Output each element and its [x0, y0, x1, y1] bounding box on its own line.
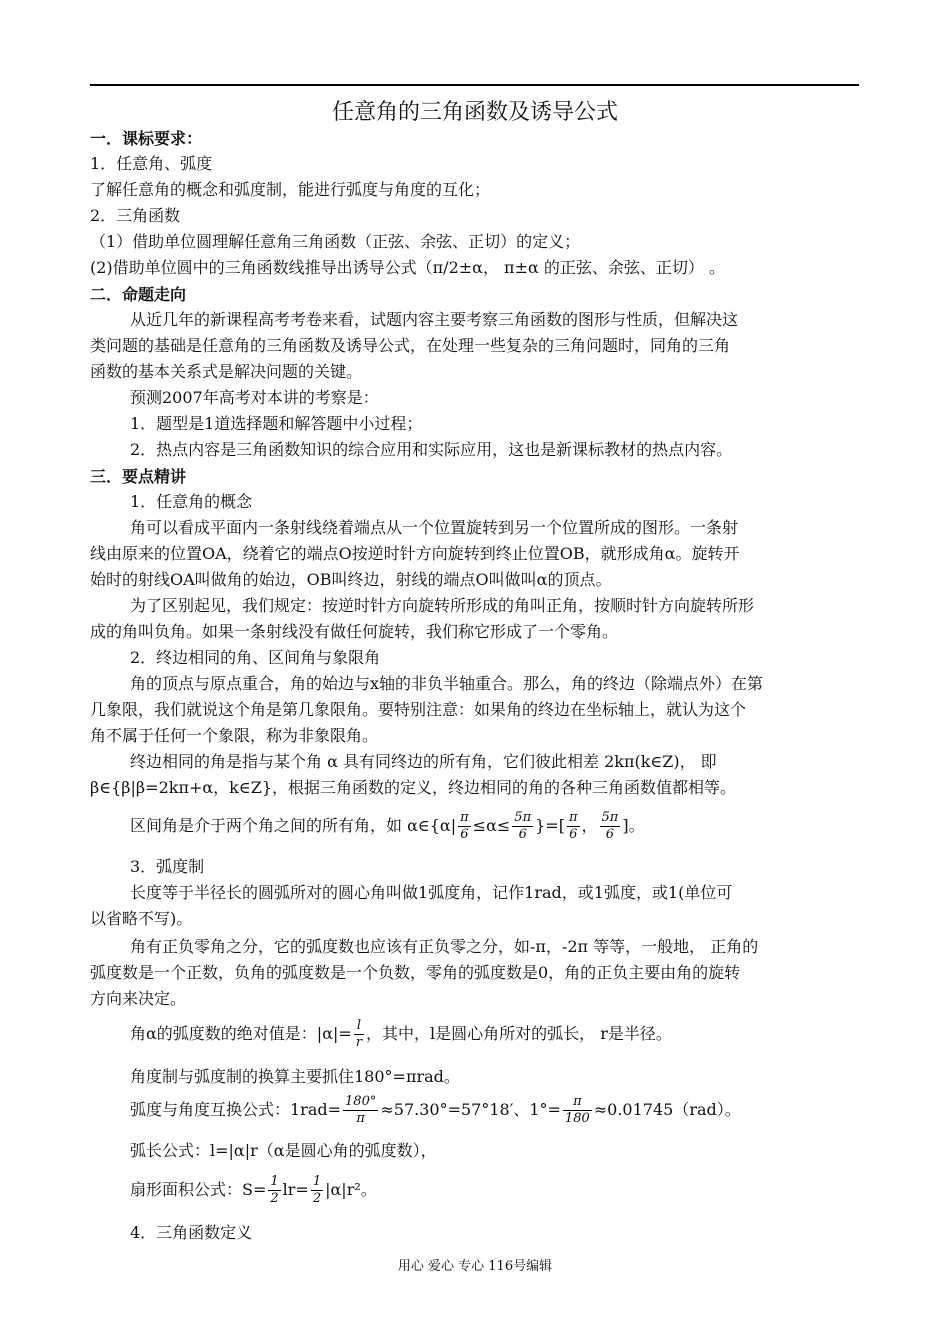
- text-line: 了解任意角的概念和弧度制，能进行弧度与角度的互化；: [90, 180, 491, 199]
- text-line: 始时的射线OA叫做角的始边，OB叫终边，射线的端点O叫做叫α的顶点。: [90, 570, 612, 589]
- formula-sector-area: 扇形面积公式：S= $\frac{1}{2}$ lr= $\frac{1}{2}$ |α|r²。: [130, 1174, 377, 1206]
- text-line: 方向来决定。: [90, 989, 187, 1008]
- fraction: $\frac{5\pi}{6}$: [514, 810, 532, 842]
- fraction: $\frac{5\pi}{6}$: [601, 810, 619, 842]
- text-line: 1．题型是1道选择题和解答题中小过程；: [130, 414, 423, 433]
- fraction: $\frac{\pi}{180}$: [564, 1094, 590, 1126]
- subsection-title: 3．弧度制: [130, 857, 205, 876]
- fraction: $\frac{l}{r}$: [355, 1018, 363, 1050]
- text-line: (2)借助单位圆中的三角函数线推导出诱导公式（π/2±α， π±α 的正弦、余弦、正切） 。: [90, 258, 725, 277]
- text-line: 2．热点内容是三角函数知识的综合应用和实际应用，这也是新课标教材的热点内容。: [130, 440, 733, 459]
- text-line: 几象限，我们就说这个角是第几象限角。要特别注意：如果角的终边在坐标轴上，就认为这个: [90, 700, 747, 719]
- text-line: 预测2007年高考对本讲的考察是：: [130, 388, 379, 407]
- text-line: 成的角叫负角。如果一条射线没有做任何旋转，我们称它形成了一个零角。: [90, 622, 619, 641]
- text-line: 角的顶点与原点重合，角的始边与x轴的非负半轴重合。那么，角的终边（除端点外）在第: [130, 674, 764, 693]
- section-heading-1: 一．课标要求：: [90, 129, 203, 148]
- text-line: 长度等于半径长的圆弧所对的圆心角叫做1弧度角，记作1rad，或1弧度，或1(单位可: [130, 883, 733, 902]
- text-line: 以省略不写)。: [90, 909, 193, 928]
- subsection-title: 2．终边相同的角、区间角与象限角: [130, 648, 381, 667]
- section-heading-2: 二．命题走向: [90, 285, 187, 304]
- subsection-title: 1．任意角的概念: [130, 492, 253, 511]
- formula-abs-radian: 角α的弧度数的绝对值是：|α|= $\frac{l}{r}$ ，其中，l是圆心角所对的弧长， r是半径。: [130, 1018, 672, 1050]
- text-line: （1）借助单位圆理解任意角三角函数（正弦、余弦、正切）的定义；: [90, 232, 581, 251]
- text-line: 角度制与弧度制的换算主要抓住180°=πrad。: [130, 1067, 460, 1086]
- text-line: 函数的基本关系式是解决问题的关键。: [90, 362, 363, 381]
- text-line: 类问题的基础是任意角的三角函数及诱导公式，在处理一些复杂的三角问题时，同角的三角: [90, 336, 731, 355]
- fraction: $\frac{\pi}{6}$: [460, 810, 469, 842]
- subsection-title: 4．三角函数定义: [130, 1223, 253, 1242]
- text-line: 弧度数是一个正数，负角的弧度数是一个负数，零角的弧度数是0，角的正负主要由角的旋转: [90, 963, 741, 982]
- text-line: 2．三角函数: [90, 206, 181, 225]
- text-line: 1．任意角、弧度: [90, 154, 213, 173]
- text-line: 角有正负零角之分，它的弧度数也应该有正负零之分，如-π，-2π 等等，一般地， 正角的: [130, 937, 759, 956]
- text-line: 弧长公式：l=|α|r（α是圆心角的弧度数），: [130, 1141, 437, 1160]
- section-heading-3: 三．要点精讲: [90, 467, 187, 486]
- page-footer: 用心 爱心 专心 116号编辑: [397, 1259, 553, 1274]
- text-line: β∈{β|β=2kπ+α，k∈Z}，根据三角函数的定义，终边相同的角的各种三角函数值都相等。: [90, 778, 737, 797]
- text-line: 为了区别起见，我们规定：按逆时针方向旋转所形成的角叫正角，按顺时针方向旋转所形: [130, 596, 755, 615]
- fraction: $\frac{1}{2}$: [270, 1174, 279, 1206]
- header-rule: [90, 84, 859, 86]
- fraction: $\frac{1}{2}$: [312, 1174, 322, 1206]
- formula-conversion: 弧度与角度互换公式：1rad= $\frac{180^\circ}{\pi}$ ≈57.30°=57°18′、1°= $\frac{\pi}{180}$ ≈0.01745（rad）。: [130, 1094, 741, 1126]
- text-line: 从近几年的新课程高考考卷来看，试题内容主要考察三角函数的图形与性质，但解决这: [130, 310, 739, 329]
- fraction: $\frac{\pi}{6}$: [568, 810, 578, 842]
- page-title: 任意角的三角函数及诱导公式: [331, 100, 618, 125]
- text-line: 线由原来的位置OA，绕着它的端点O按逆时针方向旋转到终止位置OB，就形成角α。旋转开: [90, 544, 740, 563]
- text-line: 角不属于任何一个象限，称为非象限角。: [90, 726, 379, 745]
- fraction: $\frac{180^\circ}{\pi}$: [345, 1094, 377, 1126]
- formula-interval-angle: 区间角是介于两个角之间的所有角，如 α∈{α| $\frac{\pi}{6}$ ≤α≤ $\frac{5\pi}{6}$ }=[ $\frac{\pi}{6}$ ， $\frac{5\pi}{6}$ ]。: [130, 810, 645, 842]
- text-line: 角可以看成平面内一条射线绕着端点从一个位置旋转到另一个位置所成的图形。一条射: [130, 518, 739, 537]
- text-line: 终边相同的角是指与某个角 α 具有同终边的所有角，它们彼此相差 2kπ(k∈Z)， 即: [130, 752, 717, 771]
